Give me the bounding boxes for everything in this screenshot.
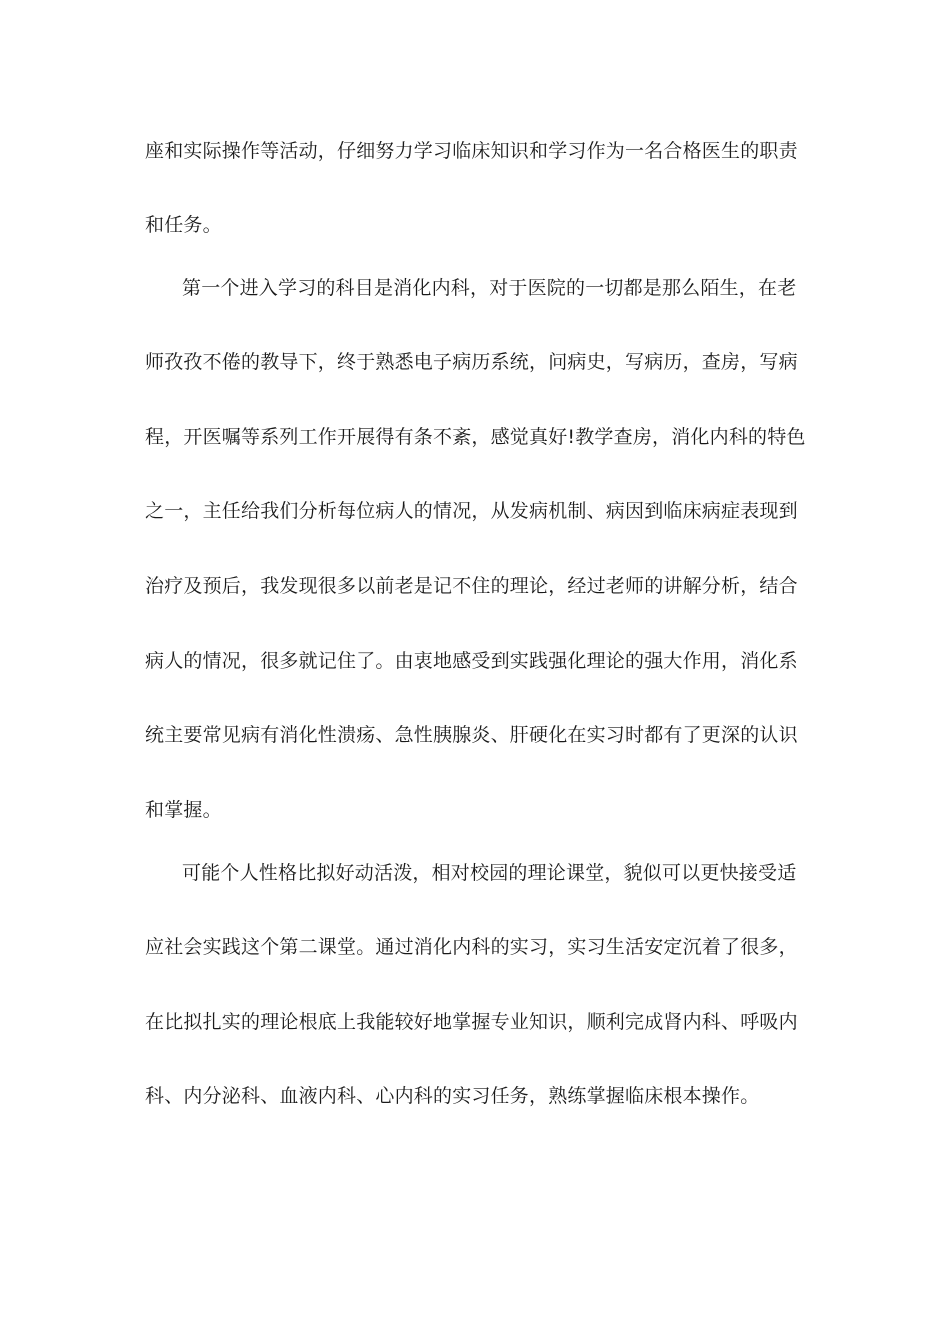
text-line: 和掌握。 — [145, 799, 222, 821]
text-line: 在比拟扎实的理论根底上我能较好地掌握专业知识，顺利完成肾内科、呼吸内 — [145, 1011, 798, 1033]
text-line: 座和实际操作等活动，仔细努力学习临床知识和学习作为一名合格医生的职责 — [145, 140, 798, 162]
text-line: 之一，主任给我们分析每位病人的情况，从发病机制、病因到临床病症表现到 — [145, 500, 798, 522]
text-line: 病人的情况，很多就记住了。由衷地感受到实践强化理论的强大作用，消化系 — [145, 650, 798, 672]
paragraph-start-line: 第一个进入学习的科目是消化内科，对于医院的一切都是那么陌生，在老 — [182, 277, 797, 299]
text-line: 统主要常见病有消化性溃疡、急性胰腺炎、肝硬化在实习时都有了更深的认识 — [145, 724, 798, 746]
text-line: 程，开医嘱等系列工作开展得有条不紊，感觉真好!教学查房，消化内科的特色 — [145, 426, 806, 448]
text-line: 科、内分泌科、血液内科、心内科的实习任务，熟练掌握临床根本操作。 — [145, 1085, 760, 1107]
text-line: 应社会实践这个第二课堂。通过消化内科的实习，实习生活安定沉着了很多， — [145, 936, 798, 958]
text-line: 和任务。 — [145, 214, 222, 236]
paragraph-start-line: 可能个人性格比拟好动活泼，相对校园的理论课堂，貌似可以更快接受适 — [182, 862, 797, 884]
text-line: 治疗及预后，我发现很多以前老是记不住的理论，经过老师的讲解分析，结合 — [145, 575, 798, 597]
text-line: 师孜孜不倦的教导下，终于熟悉电子病历系统，问病史，写病历，查房，写病 — [145, 351, 798, 373]
